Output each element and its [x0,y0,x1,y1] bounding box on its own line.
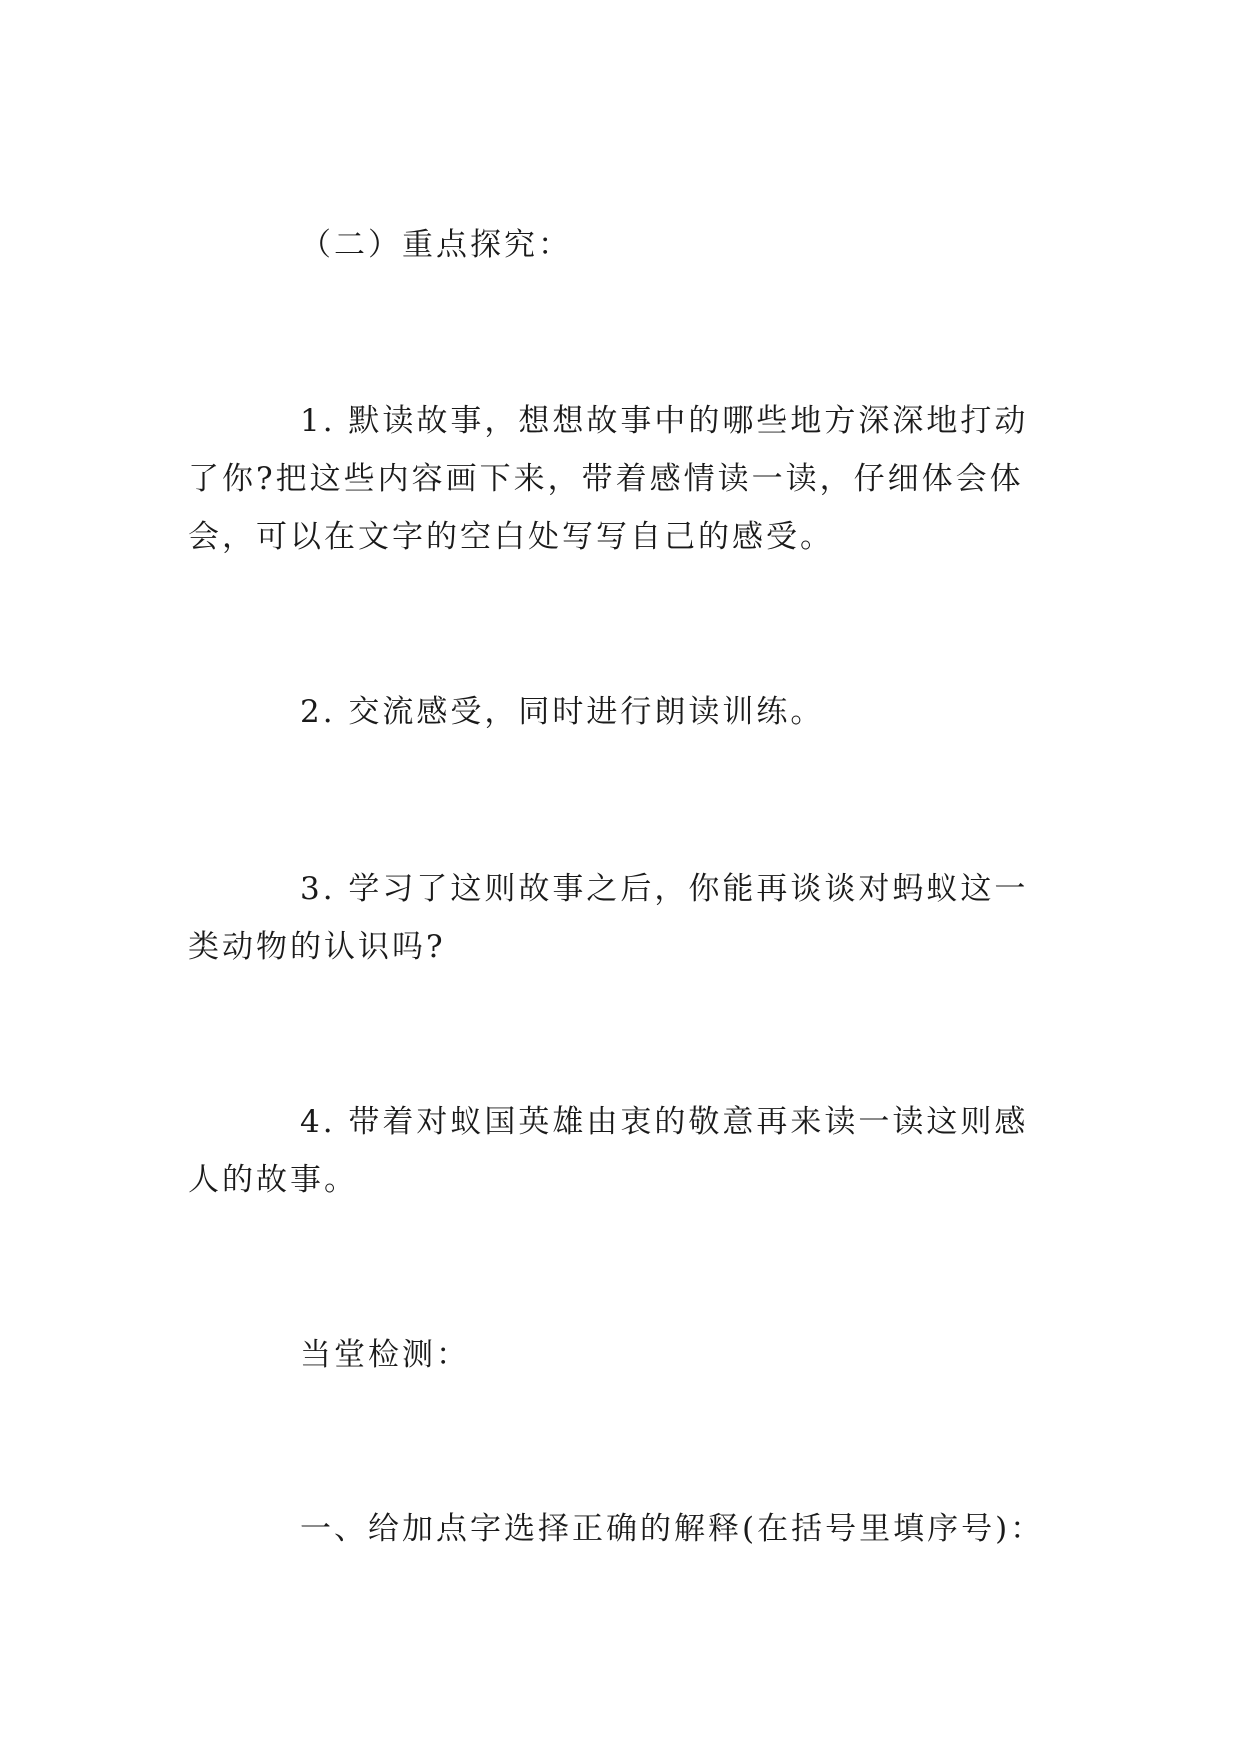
paragraph-item-2: 2. 交流感受，同时进行朗读训练。 [300,694,825,730]
section-heading-class-test: 当堂检测： [300,1337,470,1373]
paragraph-item-1: 1. 默读故事，想想故事中的哪些地方深深地打动了你?把这些内容画下来，带着感情读一读，仔细体会体会，可以在文字的空白处写写自己的感受。 [188,403,1029,555]
paragraph-item-3: 3. 学习了这则故事之后，你能再谈谈对蚂蚁这一类动物的认识吗? [188,871,1029,965]
paragraph-item-4: 4. 带着对蚁国英雄由衷的敬意再来读一读这则感人的故事。 [188,1104,1029,1198]
section-heading-key-exploration: （二）重点探究： [300,227,572,263]
exercise-question-1: 一、给加点字选择正确的解释(在括号里填序号)： [300,1511,1045,1547]
